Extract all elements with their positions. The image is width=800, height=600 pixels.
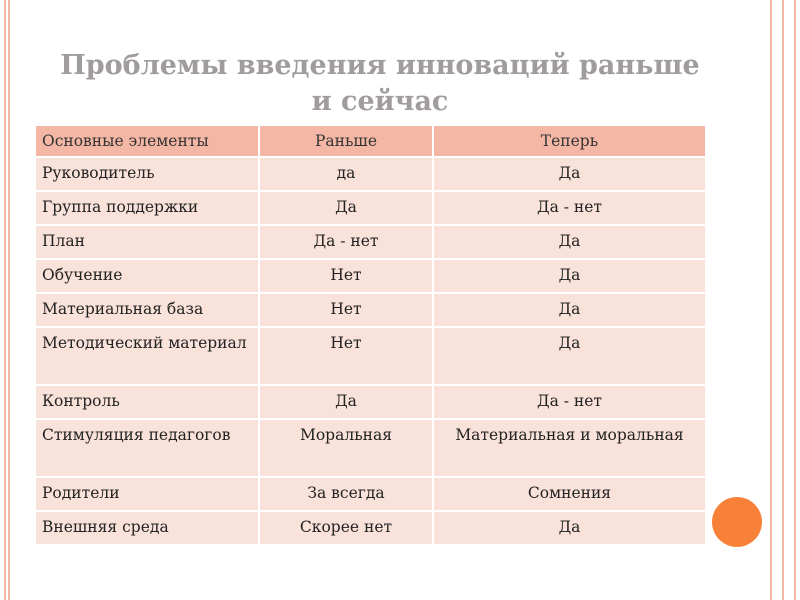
accent-circle-decoration [712, 497, 762, 547]
cell-element: Группа поддержки [36, 191, 259, 225]
cell-before: Да [259, 385, 433, 419]
slide-title-line-2: и сейчас [311, 86, 449, 117]
cell-element: Материальная база [36, 293, 259, 327]
cell-before: да [259, 157, 433, 191]
cell-now: Да [433, 327, 706, 385]
cell-before: Нет [259, 327, 433, 385]
cell-now: Да - нет [433, 191, 706, 225]
cell-before: Да - нет [259, 225, 433, 259]
table-row [36, 477, 706, 511]
table-row [36, 511, 706, 544]
cell-element: Методический материал [36, 327, 259, 385]
cell-now: Да [433, 259, 706, 293]
cell-element: Контроль [36, 385, 259, 419]
table-row [36, 157, 706, 191]
table-row [36, 385, 706, 419]
cell-now: Да [433, 293, 706, 327]
cell-now: Материальная и моральная [433, 419, 706, 477]
table-row [36, 327, 706, 385]
comparison-table [36, 126, 707, 544]
cell-before: Да [259, 191, 433, 225]
cell-now: Да [433, 511, 706, 544]
table-header-row [36, 126, 706, 157]
cell-before: Нет [259, 259, 433, 293]
cell-now: Да [433, 225, 706, 259]
cell-before: Нет [259, 293, 433, 327]
table-row [36, 225, 706, 259]
frame-right-decoration [770, 0, 796, 600]
cell-element: Стимуляция педагогов [36, 419, 259, 477]
table-row [36, 191, 706, 225]
header-before: Раньше [259, 126, 433, 157]
header-now: Теперь [433, 126, 706, 157]
cell-element: План [36, 225, 259, 259]
cell-element: Родители [36, 477, 259, 511]
table-row [36, 259, 706, 293]
slide-title [40, 48, 720, 120]
frame-left-decoration [4, 0, 10, 600]
cell-element: Руководитель [36, 157, 259, 191]
cell-before: За всегда [259, 477, 433, 511]
slide-title-line-1: Проблемы введения инноваций раньше [60, 50, 700, 81]
table-row [36, 293, 706, 327]
cell-now: Да - нет [433, 385, 706, 419]
cell-before: Моральная [259, 419, 433, 477]
header-elements: Основные элементы [36, 126, 259, 157]
cell-now: Сомнения [433, 477, 706, 511]
table-row [36, 419, 706, 477]
cell-before: Скорее нет [259, 511, 433, 544]
cell-now: Да [433, 157, 706, 191]
cell-element: Обучение [36, 259, 259, 293]
cell-element: Внешняя среда [36, 511, 259, 544]
